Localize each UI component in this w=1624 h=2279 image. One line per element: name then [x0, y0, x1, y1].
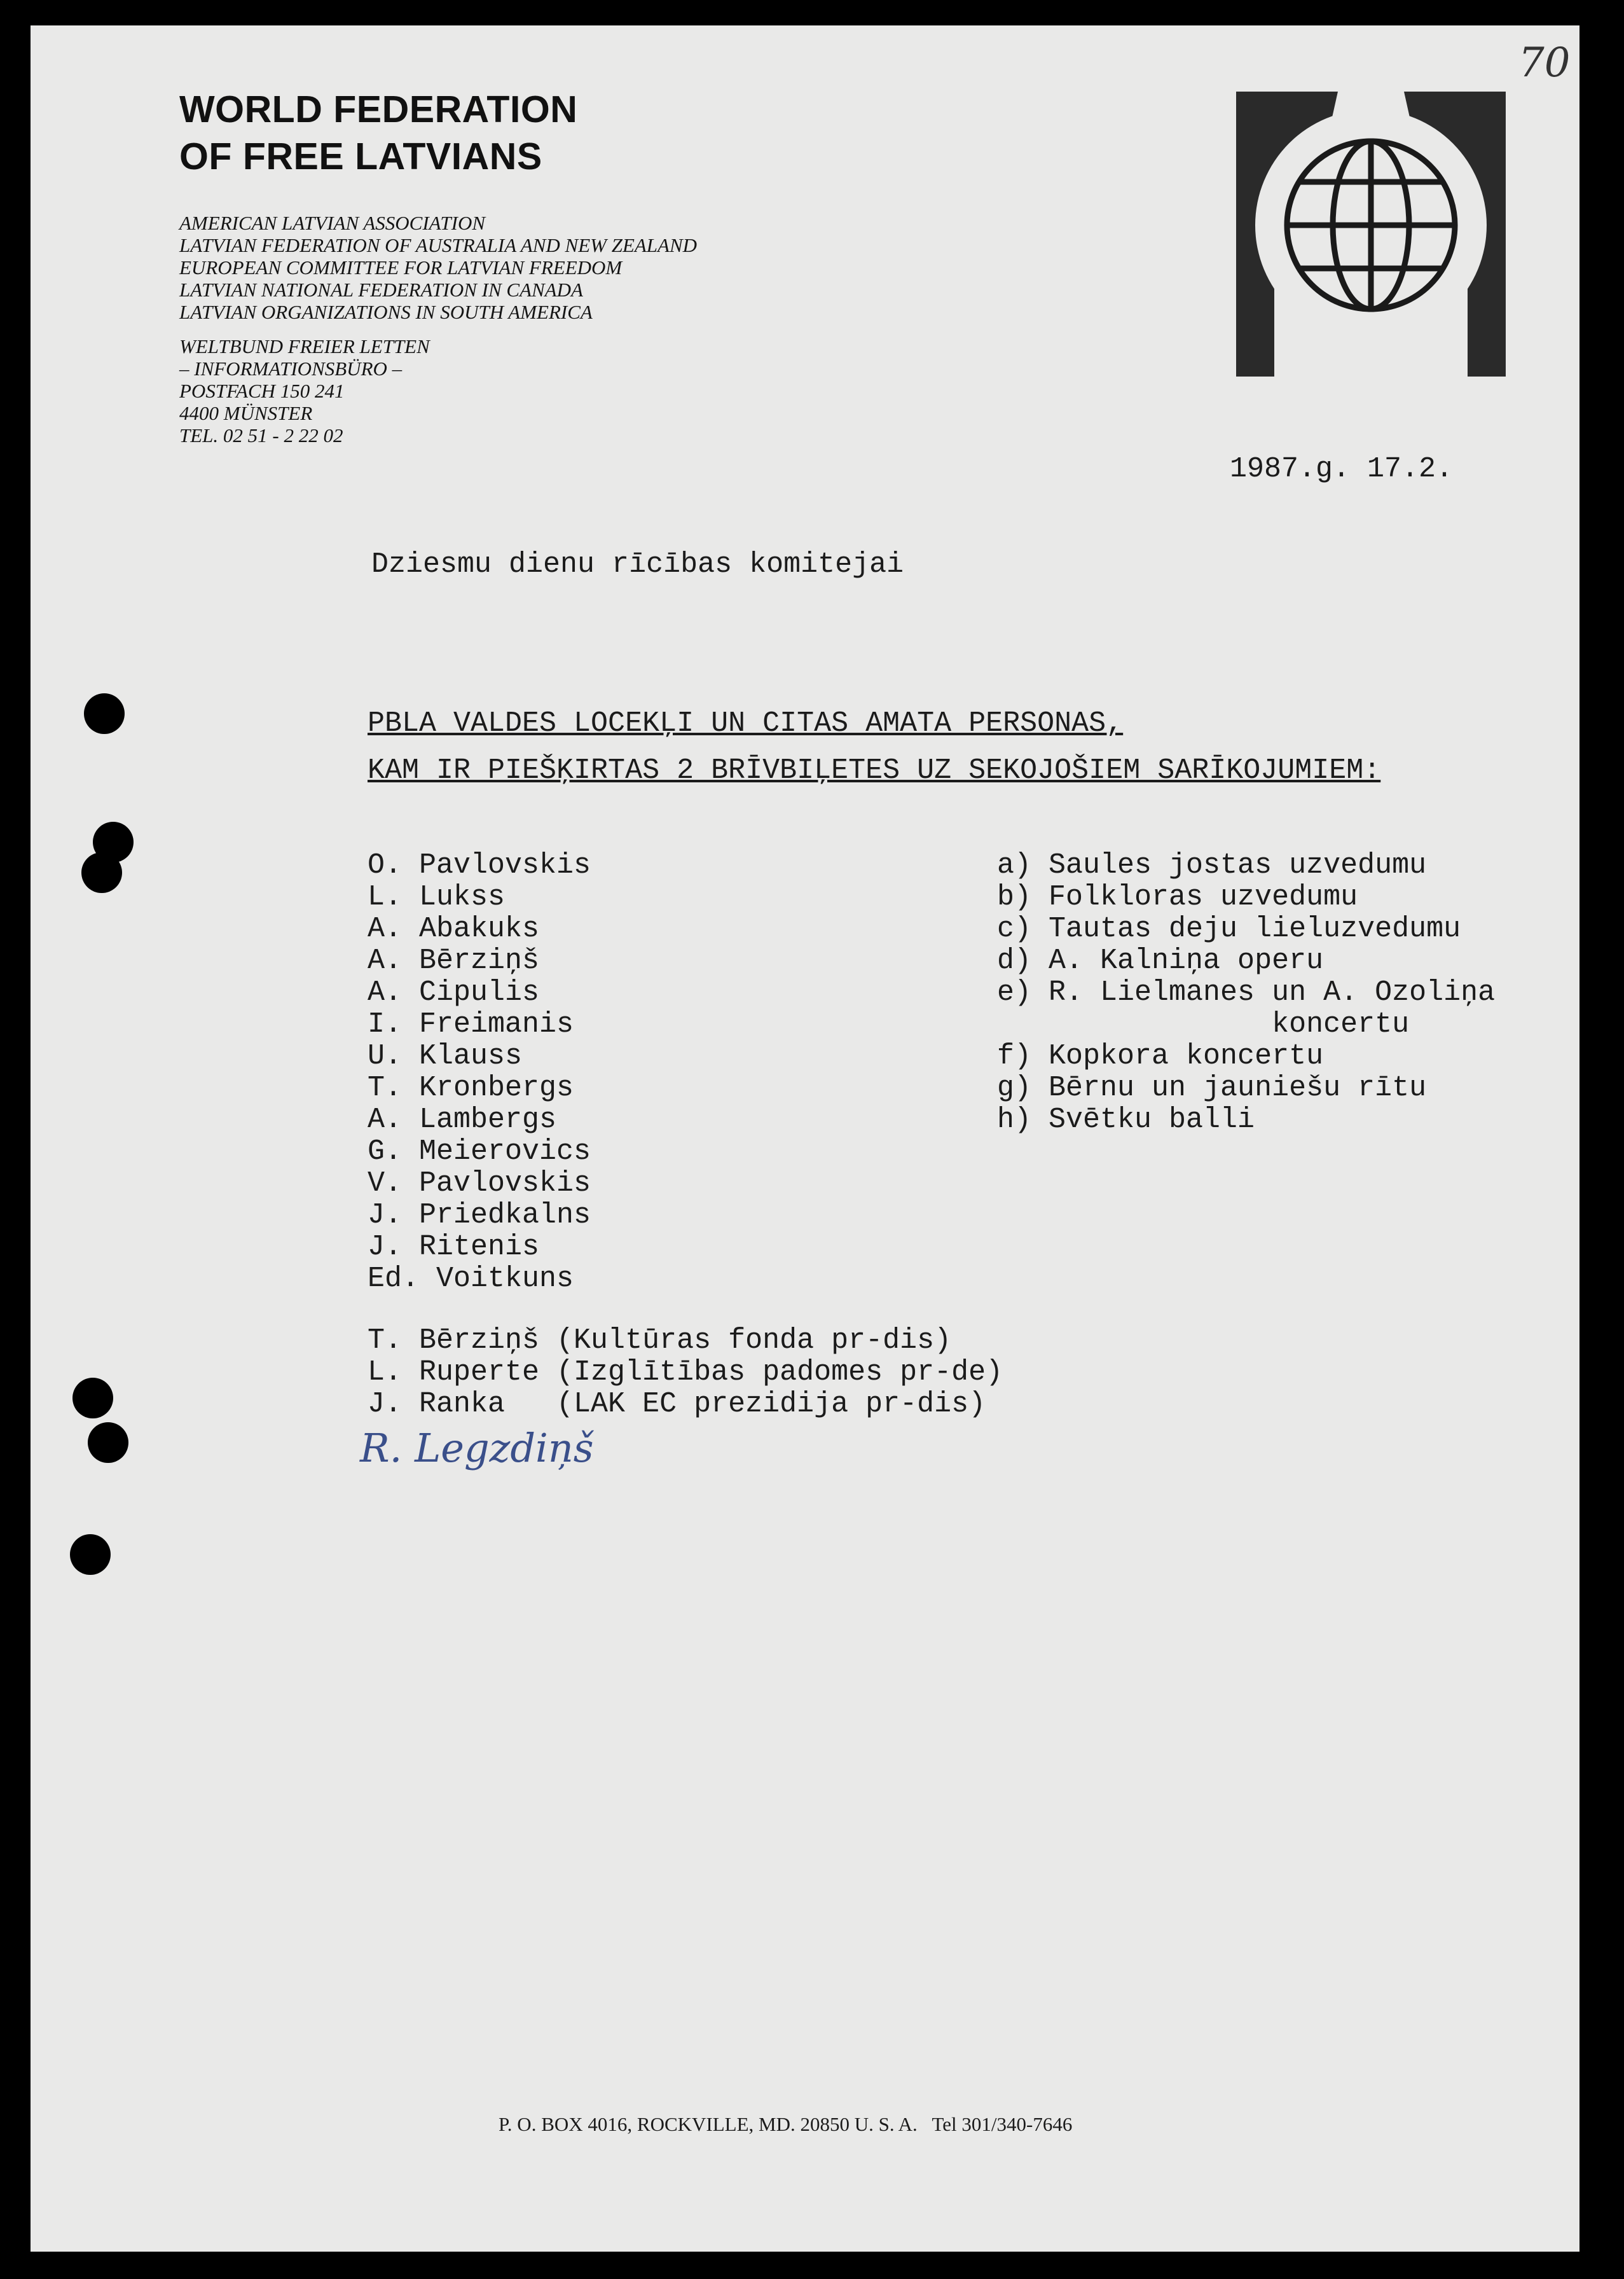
list-item-name: J. Ritenis — [368, 1231, 540, 1263]
list-item-event-continuation: koncertu — [997, 1008, 1410, 1041]
address-line: TEL. 02 51 - 2 22 02 — [179, 424, 343, 447]
heading-line-2: KAM IR PIEŠĶIRTAS 2 BRĪVBIĻETES UZ SEKOJOŠIEM SARĪKOJUMIEM: — [368, 754, 1381, 787]
address-line: 4400 MÜNSTER — [179, 402, 313, 424]
list-item-name: A. Abakuks — [368, 913, 540, 945]
list-item-name: V. Pavlovskis — [368, 1167, 591, 1200]
page-number-handwritten: 70 — [1518, 39, 1571, 87]
recipient-line: Dziesmu dienu rīcības komitejai — [371, 548, 904, 581]
punch-hole — [88, 1422, 128, 1463]
member-organization: EUROPEAN COMMITTEE FOR LATVIAN FREEDOM — [179, 256, 623, 279]
address-line: WELTBUND FREIER LETTEN — [179, 335, 430, 357]
member-organization: LATVIAN NATIONAL FEDERATION IN CANADA — [179, 279, 583, 301]
list-item-event: b) Folkloras uzvedumu — [997, 881, 1358, 913]
punch-hole — [84, 693, 125, 734]
member-organization: LATVIAN ORGANIZATIONS IN SOUTH AMERICA — [179, 301, 593, 323]
list-item-event: g) Bērnu un jauniešu rītu — [997, 1072, 1427, 1104]
list-item-name: Ed. Voitkuns — [368, 1263, 574, 1295]
heading-line-1: PBLA VALDES LOCEKĻI UN CITAS AMATA PERSONAS, — [368, 707, 1124, 740]
list-item-event: d) A. Kalniņa operu — [997, 945, 1324, 977]
list-item-name: U. Klauss — [368, 1040, 523, 1072]
letter-date: 1987.g. 17.2. — [1230, 453, 1454, 485]
list-item-official: T. Bērziņš (Kultūras fonda pr-dis) — [368, 1324, 952, 1357]
list-item-name: T. Kronbergs — [368, 1072, 574, 1104]
list-item-name: A. Bērziņš — [368, 945, 540, 977]
letterhead-title-line-2: OF FREE LATVIANS — [179, 135, 542, 177]
address-line: POSTFACH 150 241 — [179, 380, 345, 402]
list-item-name: I. Freimanis — [368, 1008, 574, 1041]
globe-logo-icon — [1236, 92, 1506, 377]
handwritten-name: R. Legzdiņš — [360, 1425, 594, 1471]
punch-hole — [72, 1378, 113, 1418]
list-item-name: J. Priedkalns — [368, 1199, 591, 1231]
punch-hole — [70, 1534, 111, 1575]
list-item-name: G. Meierovics — [368, 1135, 591, 1168]
list-item-event: h) Svētku balli — [997, 1104, 1255, 1136]
address-line: – INFORMATIONSBÜRO – — [179, 357, 403, 380]
list-item-event: f) Kopkora koncertu — [997, 1040, 1324, 1072]
list-item-name: O. Pavlovskis — [368, 849, 591, 882]
punch-hole — [81, 852, 122, 893]
letterhead-title-line-1: WORLD FEDERATION — [179, 88, 578, 130]
list-item-event: e) R. Lielmanes un A. Ozoliņa — [997, 976, 1496, 1009]
member-organization: LATVIAN FEDERATION OF AUSTRALIA AND NEW ZEALAND — [179, 234, 698, 256]
list-item-official: L. Ruperte (Izglītības padomes pr-de) — [368, 1356, 1003, 1389]
list-item-official: J. Ranka (LAK EC prezidija pr-dis) — [368, 1388, 986, 1420]
list-item-name: A. Lambergs — [368, 1104, 557, 1136]
list-item-name: A. Cipulis — [368, 976, 540, 1009]
list-item-event: c) Tautas deju lieluzvedumu — [997, 913, 1461, 945]
list-item-event: a) Saules jostas uzvedumu — [997, 849, 1427, 882]
member-organization: AMERICAN LATVIAN ASSOCIATION — [179, 212, 486, 234]
list-item-name: L. Lukss — [368, 881, 506, 913]
footer-address: P. O. BOX 4016, ROCKVILLE, MD. 20850 U. S. A. Tel 301/340-7646 — [499, 2113, 1073, 2135]
